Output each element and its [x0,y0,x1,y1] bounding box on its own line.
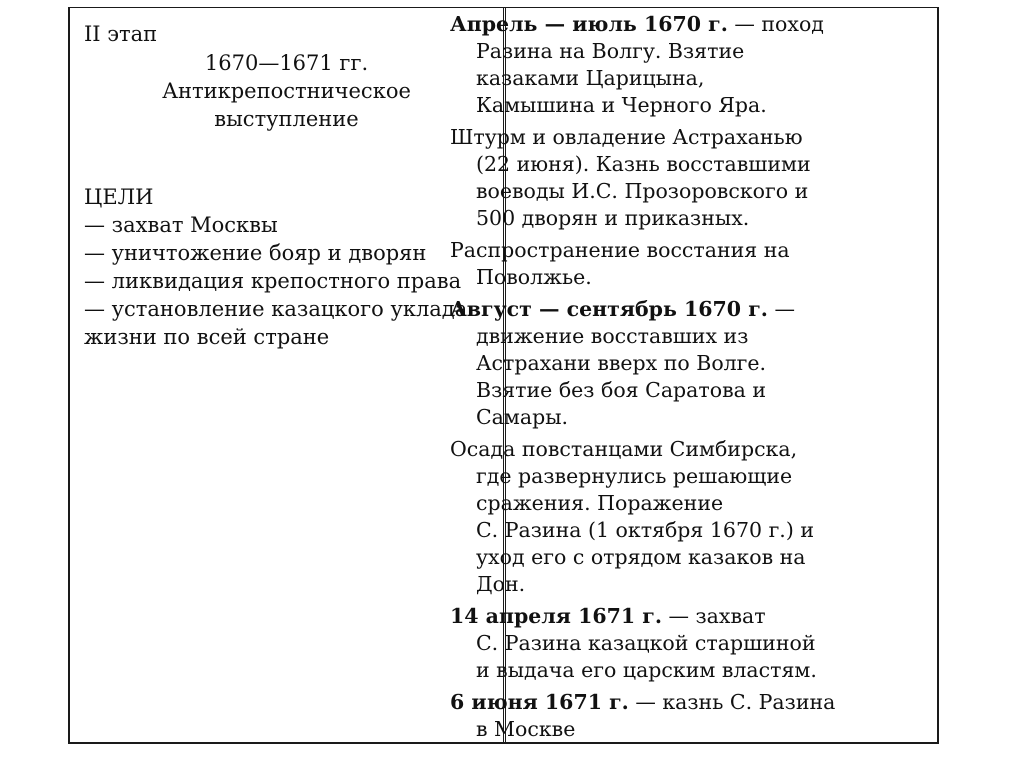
event-text-line: где развернулись решающие [476,464,793,488]
event-first-line [450,11,870,38]
event-text-line: 500 дворян и приказных. [476,206,750,230]
event-text: Осада повстанцами Симбирска, [450,437,798,461]
event-text-line: Поволжье. [476,265,592,289]
goals-block [84,183,504,351]
goals-list [84,211,504,351]
stage-description-line: выступление [214,107,359,131]
event-first-line [450,436,870,463]
event-text: Распространение восстания на [450,238,790,262]
goal-item: — уничтожение бояр и дворян [84,241,427,265]
event-text-line: сражения. Поражение [476,491,724,515]
event-text: Штурм и овладение Астраханью [450,125,803,149]
event-text-line: Астрахани вверх по Волге. [476,351,767,375]
event-text-line: уход его с отрядом казаков на [476,545,806,569]
event-text-line: Взятие без боя Саратова и [476,378,767,402]
event-text-line: С. Разина (1 октября 1670 г.) и [476,518,814,542]
event-text-line: С. Разина казацкой старшиной [476,631,816,655]
event-entry [450,689,870,743]
event-entry [450,296,870,431]
event-text-line: (22 июня). Казнь восставшими [476,152,811,176]
goals-title: ЦЕЛИ [84,185,154,209]
event-date: 14 апреля 1671 г. [450,604,662,628]
event-first-line [450,124,870,151]
event-first-line [450,237,870,264]
goal-item: — захват Москвы [84,213,278,237]
event-date: Август — сентябрь 1670 г. [450,297,768,321]
event-entry [450,124,870,232]
event-date: 6 июня 1671 г. [450,690,629,714]
stage-years: 1670—1671 гг. [204,51,369,75]
event-text-line: воеводы И.С. Прозоровского и [476,179,809,203]
stage-description-line: Антикрепостническое [162,79,411,103]
event-text: — казнь С. Разина [628,690,836,714]
event-text-line: в Москве [476,717,576,741]
stage-period-block [70,49,503,133]
event-text-line: казаками Царицына, [476,66,705,90]
goal-item: жизни по всей стране [84,325,330,349]
event-text-line: и выдача его царским властям. [476,658,817,682]
event-text-line: Самары. [476,405,569,429]
event-entry [450,603,870,684]
event-date: Апрель — июль 1670 г. [450,12,728,36]
events-list [450,11,870,748]
event-text: — [767,297,795,321]
event-text-line: Камышина и Черного Яра. [476,93,767,117]
stage-column [70,8,506,742]
event-text: — поход [727,12,824,36]
goal-item: — ликвидация крепостного права [84,269,462,293]
goal-item: — установление казацкого уклада [84,297,468,321]
event-entry [450,436,870,598]
event-entry [450,237,870,291]
event-text-line: Разина на Волгу. Взятие [476,39,745,63]
event-entry [450,11,870,119]
event-text-line: движение восставших из [476,324,749,348]
event-text-line: Дон. [476,572,526,596]
event-first-line [450,603,870,630]
event-text: — захват [661,604,766,628]
event-first-line [450,689,870,716]
event-first-line [450,296,870,323]
stage-title: II этап [84,22,158,46]
